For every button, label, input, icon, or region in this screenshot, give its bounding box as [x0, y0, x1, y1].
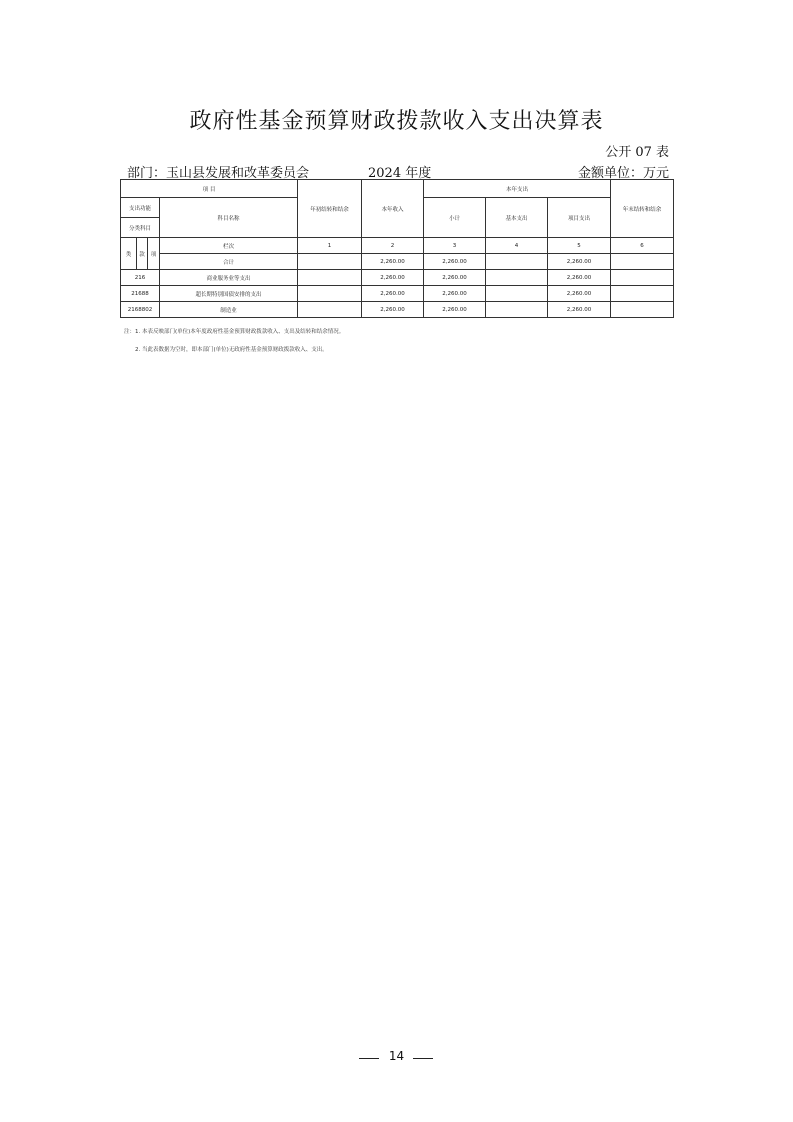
page-footer: [0, 1046, 793, 1066]
total-begin-balance: [298, 254, 362, 270]
footer-dash-right: [413, 1058, 433, 1059]
total-basic: [486, 254, 548, 270]
total-label: 合计: [160, 254, 298, 270]
row-name: 商业服务业等支出: [160, 270, 298, 286]
row-basic: [486, 302, 548, 318]
col-number: 1: [298, 238, 362, 254]
row-code: 2168802: [121, 302, 160, 318]
header-subtotal: 小计: [424, 198, 486, 238]
row-end-balance: [611, 286, 674, 302]
col-number: 5: [548, 238, 611, 254]
row-income: 2,260.00: [362, 286, 424, 302]
row-subtotal: 2,260.00: [424, 270, 486, 286]
col-number: 6: [611, 238, 674, 254]
footer-dash-left: [359, 1058, 379, 1059]
total-row: [121, 254, 674, 270]
table-note-2: 2. 当此表数据为空时，即本部门(单位)无政府性基金预算财政拨款收入、支出。: [135, 347, 328, 353]
row-begin-balance: [298, 286, 362, 302]
row-code: 21688: [121, 286, 160, 302]
header-expense-group: 本年支出: [424, 180, 611, 198]
total-income: 2,260.00: [362, 254, 424, 270]
row-basic: [486, 270, 548, 286]
table-row: [121, 286, 674, 302]
row-income: 2,260.00: [362, 302, 424, 318]
header-func-class-2: 分类科目: [121, 218, 160, 238]
row-project: 2,260.00: [548, 270, 611, 286]
header-begin-balance: 年初结转和结余: [298, 180, 362, 238]
header-func-class-1: 支出功能: [121, 198, 160, 218]
table-meta: [125, 162, 669, 180]
department-label: 部门：玉山县发展和改革委员会: [127, 166, 310, 181]
row-end-balance: [611, 270, 674, 286]
header-subject-name: 科目名称: [160, 198, 298, 238]
row-basic: [486, 286, 548, 302]
row-name: 制造业: [160, 302, 298, 318]
header-xiang: 项: [148, 238, 160, 270]
row-code: 216: [121, 270, 160, 286]
total-subtotal: 2,260.00: [424, 254, 486, 270]
header-kuan: 款: [137, 238, 148, 270]
page-number: 14: [388, 1049, 405, 1063]
table-row: [121, 270, 674, 286]
row-income: 2,260.00: [362, 270, 424, 286]
row-subtotal: 2,260.00: [424, 302, 486, 318]
header-end-balance: 年末结转和结余: [611, 180, 674, 238]
col-number: 2: [362, 238, 424, 254]
budget-table: [120, 179, 674, 318]
row-name: 超长期特别国债安排的支出: [160, 286, 298, 302]
row-project: 2,260.00: [548, 286, 611, 302]
table-number: 公开 07 表: [605, 145, 669, 160]
header-lei: 类: [121, 238, 137, 270]
amount-unit: 金额单位：万元: [577, 166, 669, 181]
col-no-label: 栏次: [160, 238, 298, 254]
header-project-expense: 项目支出: [548, 198, 611, 238]
page-title: 政府性基金预算财政拨款收入支出决算表: [189, 109, 604, 134]
table-note-1: 注：1. 本表反映部门(单位)本年度政府性基金预算财政拨款收入、支出及结转和结余情况。: [124, 329, 345, 335]
header-income: 本年收入: [362, 180, 424, 238]
row-begin-balance: [298, 270, 362, 286]
row-subtotal: 2,260.00: [424, 286, 486, 302]
header-basic-expense: 基本支出: [486, 198, 548, 238]
total-end-balance: [611, 254, 674, 270]
col-number: 4: [486, 238, 548, 254]
row-end-balance: [611, 302, 674, 318]
fiscal-year: 2024 年度: [368, 166, 432, 181]
row-begin-balance: [298, 302, 362, 318]
header-project: 项 目: [121, 180, 298, 198]
col-number: 3: [424, 238, 486, 254]
row-project: 2,260.00: [548, 302, 611, 318]
total-project: 2,260.00: [548, 254, 611, 270]
table-row: [121, 302, 674, 318]
